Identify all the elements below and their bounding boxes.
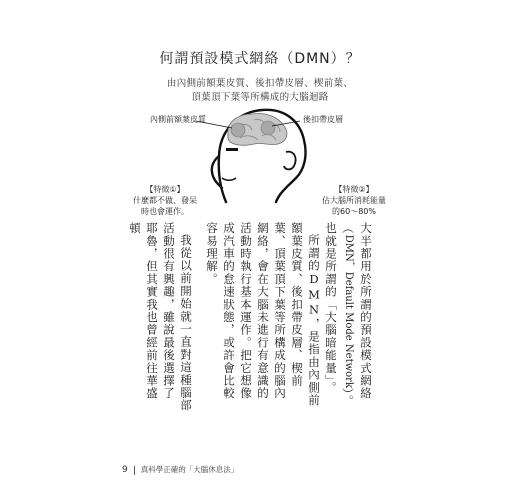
feature-1-title: 【特徵①】: [145, 185, 185, 194]
feature-2-title: 【特徵②】: [334, 185, 374, 194]
footer-divider: [134, 466, 135, 475]
feature-2: [304, 184, 404, 217]
book-title: 真科學正確的「大腦休息法」: [140, 465, 239, 474]
feature-1: [115, 184, 215, 217]
feature-2-line-1: 佔大腦所消耗能量: [322, 196, 386, 205]
page-number: 9: [122, 465, 128, 475]
paragraph-2: 所謂的DMN，是指由內側前額葉皮質、後扣帶皮層、楔前葉、頂葉頂下葉等所構成的腦內網絡，會在大腦未進行有意識的活動時執行基本運作。把它想像成汽車的怠速狀態，或許會比較容易理解。: [205, 222, 321, 407]
label-posterior-cingulate: 後扣帶皮層: [303, 115, 343, 124]
paragraph-1: 大半都用於所謂的預設模式網絡（DMN，Default Mode Network）。也就是所謂的「大腦暗能量」。: [324, 222, 373, 408]
posterior-cingulate-region: [261, 121, 275, 135]
mouth: [222, 178, 236, 180]
label-medial-prefrontal: 內側前額葉皮質: [150, 115, 206, 124]
eyebrow: [226, 148, 238, 151]
body-text-left: [126, 222, 194, 412]
paragraph-3: 我從以前開始就一直對這種腦部活動很有興趣，雖說最後選擇了耶魯，但其實我也曾經前往華盛頓: [128, 222, 193, 412]
feature-1-line-1: 什麼都不做、發呆: [133, 196, 197, 205]
body-text-right: [205, 222, 374, 412]
subtitle-line-2: 頂葉頂下葉等所構成的大腦迴路: [191, 92, 329, 103]
feature-2-line-2: 的60～80%: [332, 207, 376, 216]
subtitle-line-1: 由內側前額葉皮質、後扣帶皮層、楔前葉、: [166, 78, 354, 89]
page-title: 何謂預設模式網絡（DMN）？: [159, 51, 361, 67]
medial-prefrontal-region: [231, 123, 245, 137]
ear: [284, 152, 296, 170]
feature-1-line-2: 時也會運作。: [141, 207, 189, 216]
page-footer: [122, 464, 238, 475]
